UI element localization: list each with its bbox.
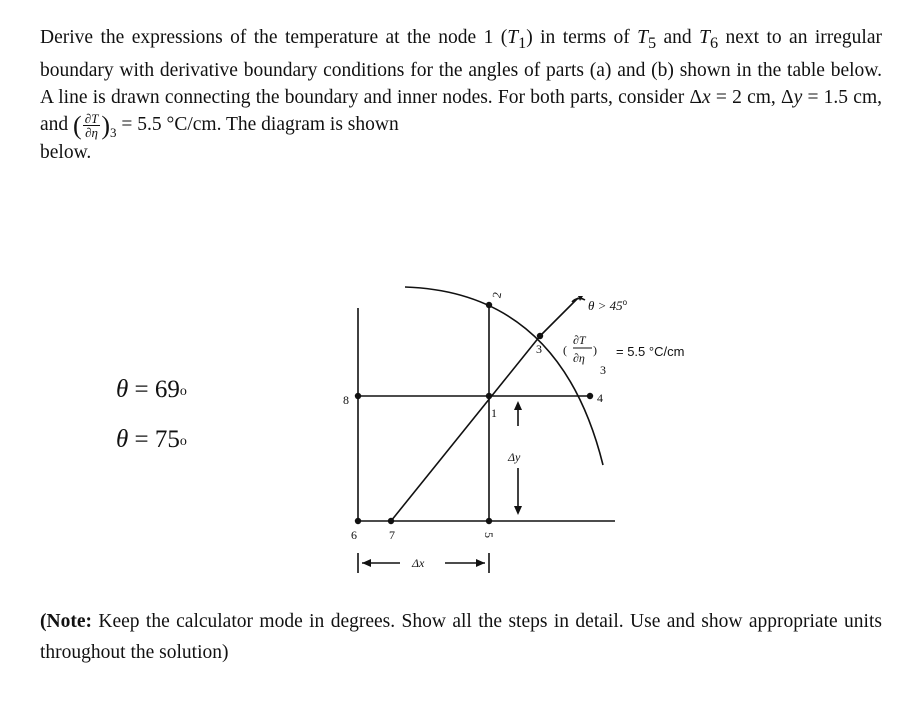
var-y: y xyxy=(793,86,803,108)
degree-mark: o xyxy=(179,384,187,399)
sub-T1: 1 xyxy=(518,33,527,52)
bc-denominator: ∂η xyxy=(573,351,585,365)
problem-text-dy: = 1.5 cm, and xyxy=(40,86,882,135)
angle-degree-mark: o xyxy=(622,298,628,307)
node-5-label: 5 xyxy=(482,532,496,538)
var-T1: T xyxy=(507,27,519,48)
angle-ray xyxy=(540,298,578,336)
bc-value: = 5.5 °C/cm xyxy=(616,344,685,359)
theta-value-a: = 69 xyxy=(128,376,180,403)
sub-T5: 5 xyxy=(647,33,657,52)
node-7-label: 7 xyxy=(389,528,395,542)
note-text: Keep the calculator mode in degrees. Show all the steps in detail. Use and show appropriate units throughout the solution) xyxy=(40,611,882,663)
irregular-boundary-curve xyxy=(405,287,603,465)
node-5-dot xyxy=(486,518,492,524)
node-2-label: 2 xyxy=(489,290,505,300)
problem-text-4: = 5.5 °C/cm. The diagram is shown xyxy=(116,113,399,135)
bc-paren-open: ( xyxy=(563,343,567,357)
problem-text-dx: = 2 cm, Δ xyxy=(710,86,794,108)
dx-arrowhead-left xyxy=(362,559,371,567)
node-8-label: 8 xyxy=(343,393,349,407)
theta-symbol: θ xyxy=(116,426,129,453)
node-6-label: 6 xyxy=(351,528,357,542)
angle-label xyxy=(588,298,628,313)
problem-text-3: next to an irregular boundary with derivative boundary conditions for the angles of parts (a) and (b) shown in the table below. A line is drawn connecting the boundary and inner nodes. For both parts, consider Δ xyxy=(40,27,882,108)
fraction-denominator: ∂η xyxy=(85,124,98,140)
paren-open: ( xyxy=(73,110,82,140)
node-4-label: 4 xyxy=(597,391,603,405)
sub-T6: 6 xyxy=(709,33,719,52)
problem-text-1: Derive the expressions of the temperature at the node 1 ( xyxy=(40,27,508,48)
var-x: x xyxy=(701,86,711,108)
node-1-label: 1 xyxy=(491,406,497,420)
var-T5: T xyxy=(637,27,648,48)
fraction-subscript: 3 xyxy=(110,124,117,140)
var-T6: T xyxy=(699,27,710,48)
problem-text-2: ) in terms of xyxy=(526,27,638,48)
node-8-dot xyxy=(355,393,361,399)
theta-value-b: = 75 xyxy=(128,426,180,453)
dy-label: Δy xyxy=(508,450,521,464)
node-4-dot xyxy=(587,393,593,399)
bc-subscript: 3 xyxy=(600,363,606,377)
problem-text-5: below. xyxy=(40,141,92,163)
dx-arrowhead-right xyxy=(476,559,485,567)
paren-close: ) xyxy=(101,110,111,140)
node-3-dot xyxy=(537,333,543,339)
problem-text-and: and xyxy=(656,27,700,48)
dy-arrowhead-up xyxy=(514,401,522,410)
dy-arrowhead-down xyxy=(514,506,522,515)
degree-mark: o xyxy=(179,434,187,449)
note-bold-label: (Note: xyxy=(40,611,92,632)
note xyxy=(40,606,882,668)
fraction-numerator: ∂T xyxy=(84,110,99,126)
node-7-dot xyxy=(388,518,394,524)
bc-numerator: ∂T xyxy=(573,333,586,347)
dx-label: Δx xyxy=(412,556,425,570)
node-2-dot xyxy=(486,302,492,308)
node-3-label: 3 xyxy=(536,342,542,356)
node-6-dot xyxy=(355,518,361,524)
node-1-dot xyxy=(486,393,492,399)
bc-paren-close: ) xyxy=(593,343,597,357)
theta-symbol: θ xyxy=(116,376,129,403)
angle-label-text: θ > 45 xyxy=(588,298,623,313)
